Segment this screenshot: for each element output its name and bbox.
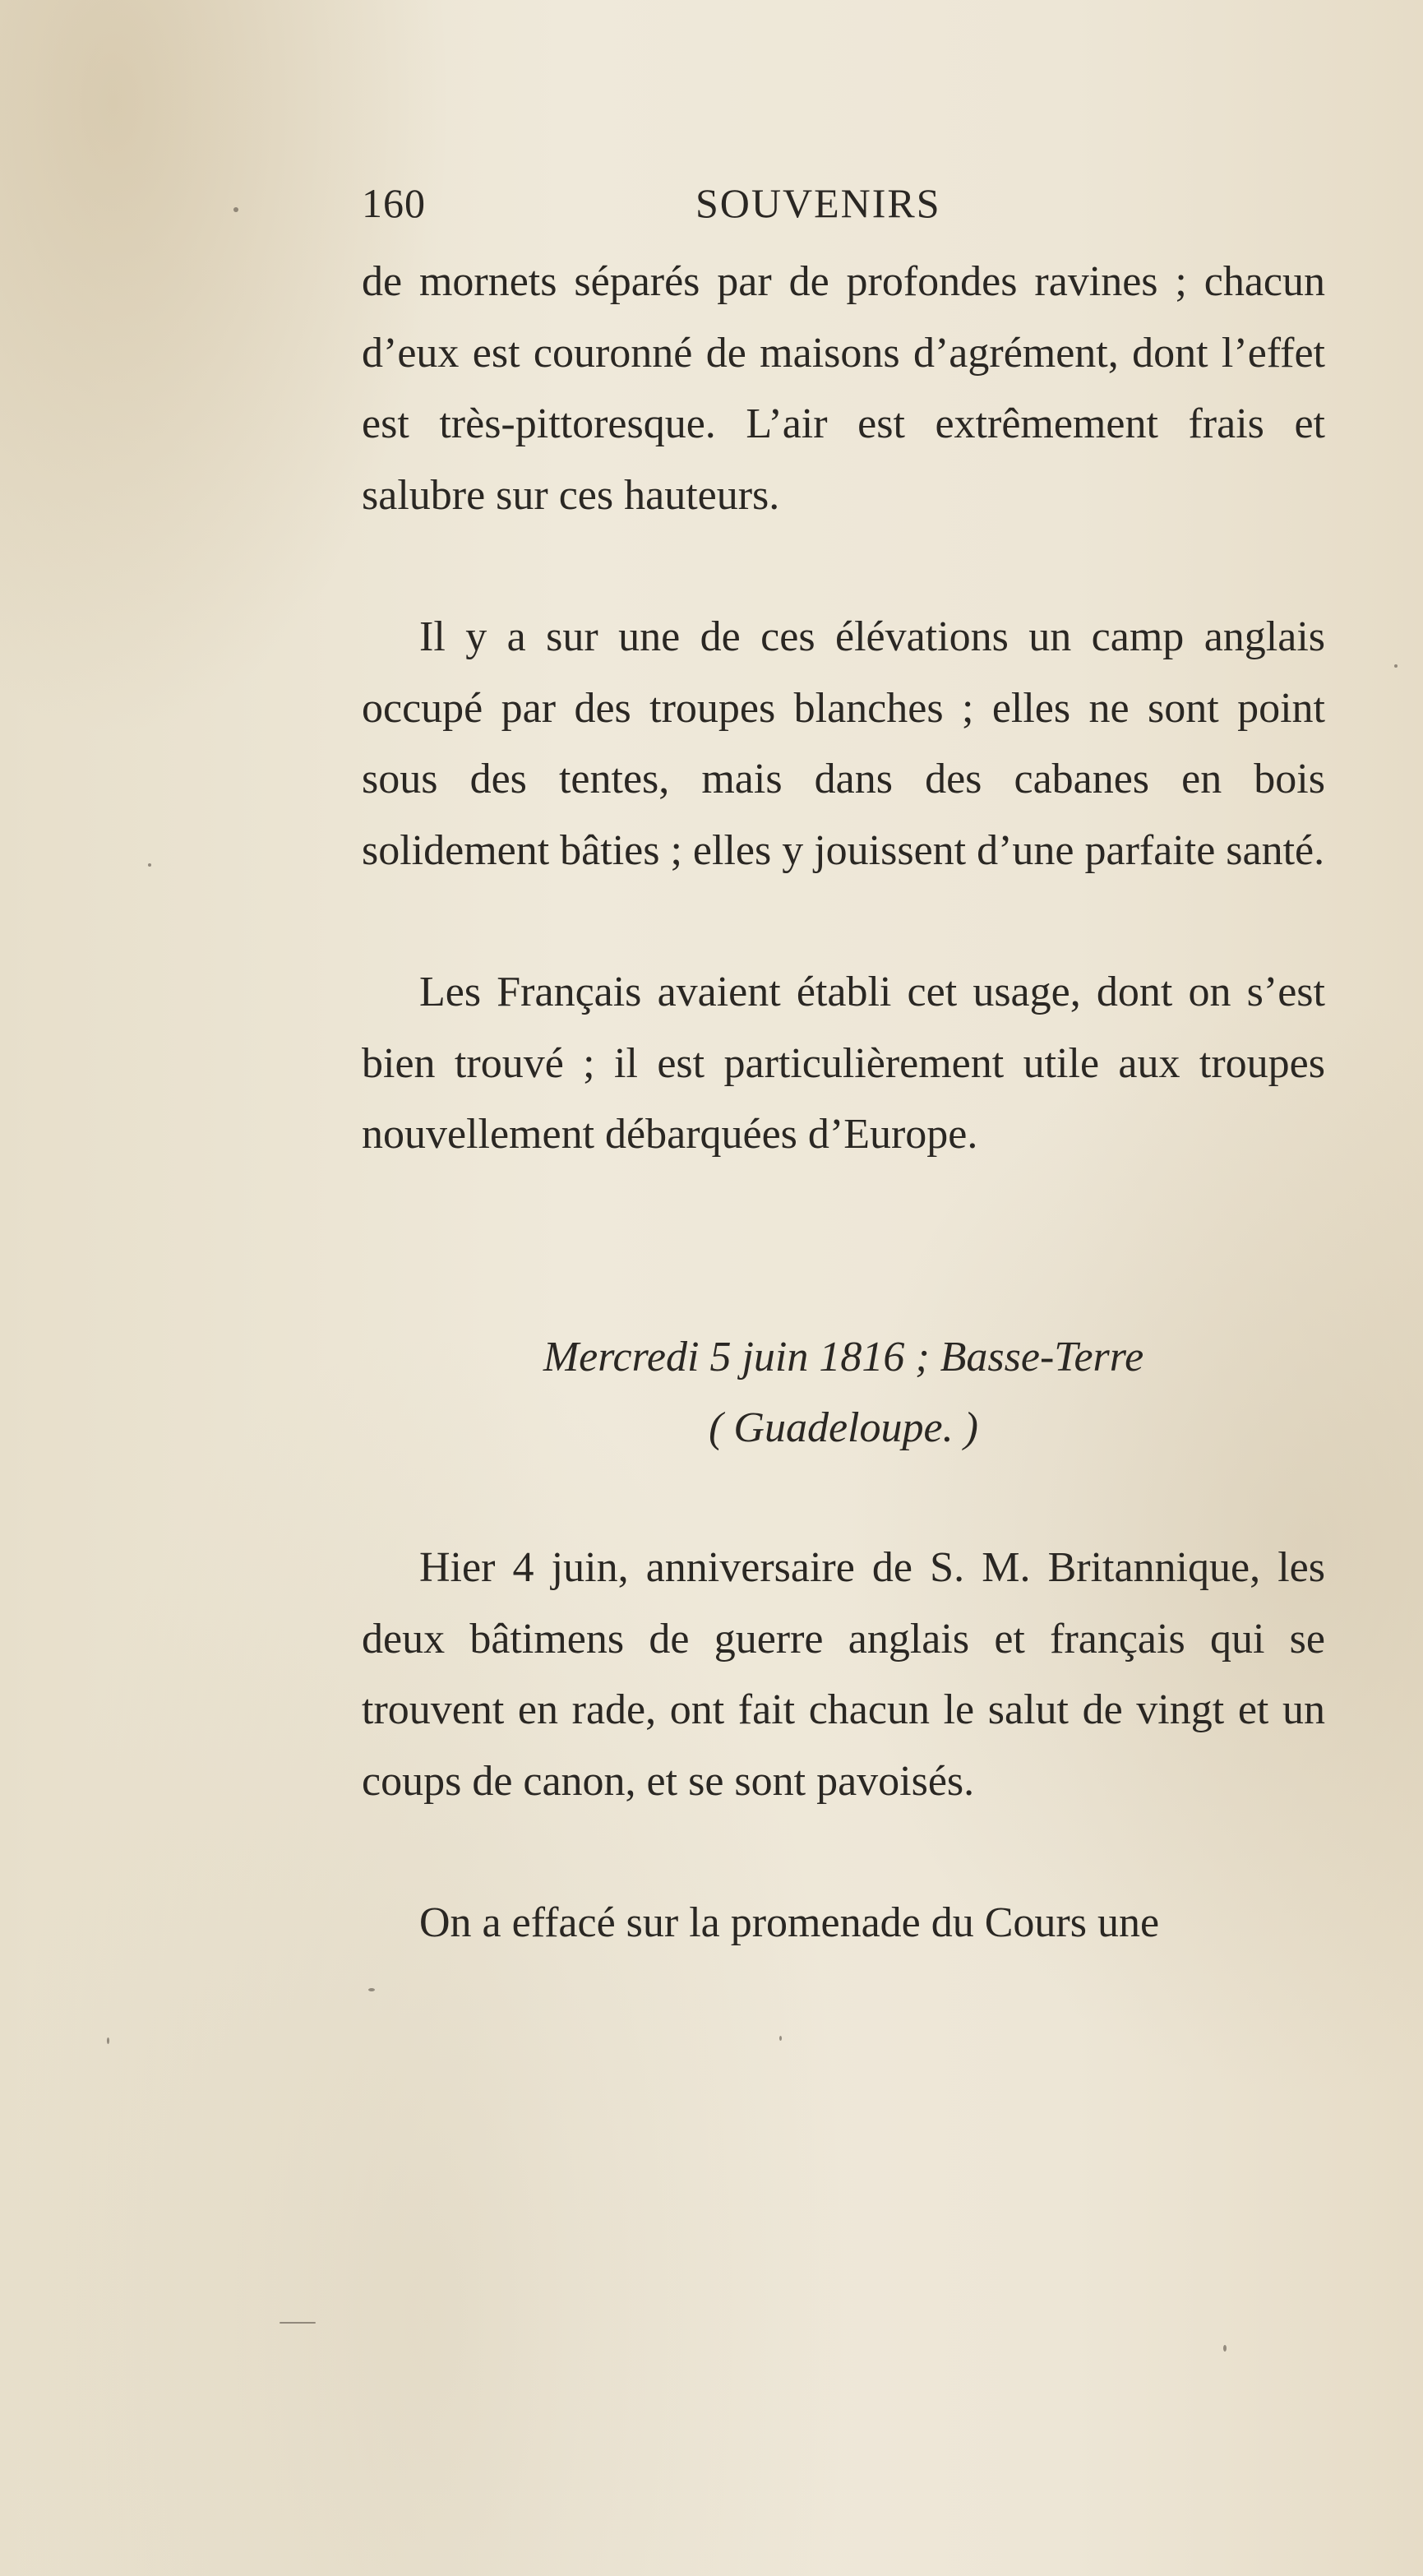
- paragraph-4: [362, 1533, 1325, 1817]
- paper-speck: [233, 207, 238, 212]
- paragraph-text: Il y a sur une de ces élévations un camp anglais occupé par des troupes blanches ; elles ne sont point sous des tentes, mais dans des cabanes en bois solidement bâties ; elles y jouissent d’une parfaite santé.: [362, 613, 1325, 874]
- dateline-line-1: Mercredi 5 juin 1816 ; Basse-Terre: [543, 1334, 1144, 1380]
- paragraph-text: de mornets séparés par de profondes ravines ; chacun d’eux est couronné de maisons d’agrément, dont l’effet est très-pittoresque. L’air est extrêmement frais et salubre sur ces hauteurs.: [362, 258, 1325, 519]
- paragraph-3: [362, 957, 1325, 1171]
- paragraph-1: [362, 247, 1325, 531]
- paper-speck: [1223, 2345, 1227, 2352]
- paper-speck: [1394, 664, 1398, 668]
- paper-speck: [368, 1988, 375, 1991]
- paragraph-text: Hier 4 juin, anniversaire de S. M. Britannique, les deux bâtimens de guerre anglais et français qui se trouvent en rade, ont fait chacun le salut de vingt et un coups de canon, et se sont pavoisés.: [362, 1544, 1325, 1805]
- paper-speck: [280, 2322, 316, 2324]
- page-header: [362, 179, 1332, 237]
- paper-speck: [107, 2037, 109, 2044]
- dateline-heading: [362, 1322, 1325, 1464]
- paragraph-5: [362, 1888, 1325, 1959]
- running-head: SOUVENIRS: [695, 180, 941, 226]
- dateline-line-2: ( Guadeloupe. ): [709, 1404, 978, 1451]
- paragraph-text: Les Français avaient établi cet usage, dont on s’est bien trouvé ; il est particulièrement utile aux troupes nouvellement débarquées d’Europe.: [362, 969, 1325, 1158]
- paragraph-2: [362, 602, 1325, 886]
- page-number: 160: [362, 180, 426, 226]
- paper-speck: [148, 863, 151, 867]
- paper-speck: [779, 2036, 782, 2041]
- paragraph-text: On a effacé sur la promenade du Cours une: [419, 1899, 1160, 1946]
